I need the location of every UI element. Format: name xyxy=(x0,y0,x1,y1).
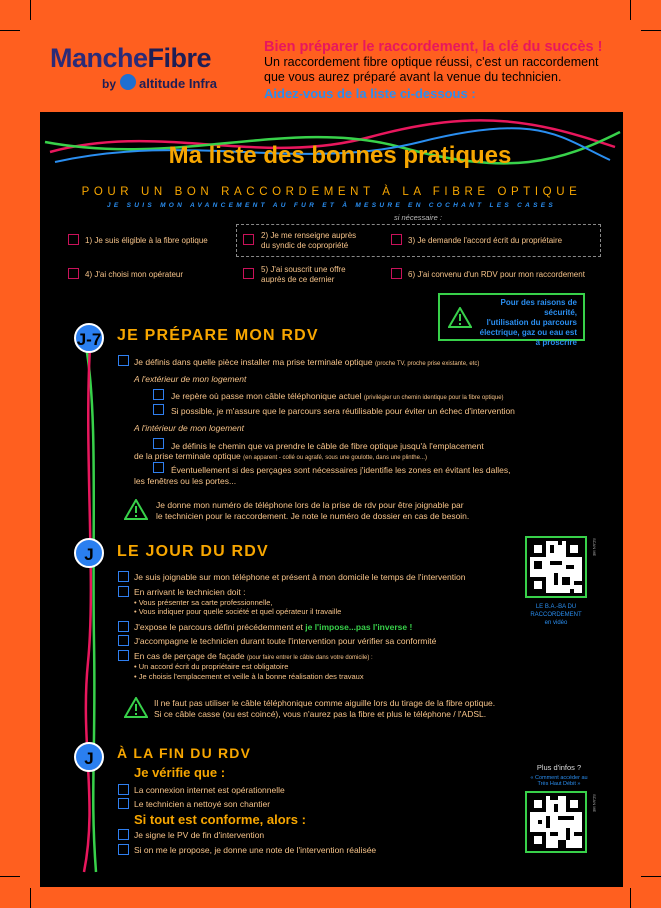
precheck-2-label: du syndic de copropriété xyxy=(261,241,349,250)
s3-item1: La connexion internet est opérationnelle xyxy=(134,785,285,795)
safety-box xyxy=(438,293,585,347)
inside-heading: A l'intérieur de mon logement xyxy=(134,423,244,433)
logo-name-b: Fibre xyxy=(147,43,212,73)
safety-line: électrique, gaz ou eau est xyxy=(479,328,577,337)
logo-name-a: Manche xyxy=(50,43,148,73)
s1-item1 xyxy=(134,357,479,369)
warning-icon xyxy=(124,697,148,718)
s2-note: Si ce câble casse (ou est coincé), vous n'aurez pas la fibre et plus le téléphone / l'ADSL. xyxy=(154,709,487,719)
panel-title: Ma liste des bonnes pratiques xyxy=(168,142,512,169)
s1-item4b-text: de la prise terminale optique xyxy=(134,451,241,461)
logo-wordmark xyxy=(50,43,211,74)
s2-item3 xyxy=(134,622,412,632)
intro xyxy=(264,39,634,101)
s3-item4-checkbox[interactable] xyxy=(118,844,129,855)
safety-line: Pour des raisons de sécurité, xyxy=(500,298,577,317)
timeline xyxy=(62,332,102,877)
s1-item2-checkbox[interactable] xyxy=(153,389,164,400)
panel-subtitle: POUR UN BON RACCORDEMENT À LA FIBRE OPTIQUE xyxy=(81,186,582,198)
logo-by: by xyxy=(102,77,117,91)
crop-mark xyxy=(630,888,631,908)
intro-text: que vous aurez préparé avant la venue du technicien. xyxy=(264,70,562,84)
s1-item5b: les fenêtres ou les portes... xyxy=(134,476,237,486)
precheck-2-checkbox[interactable] xyxy=(243,234,254,245)
section-2-badge: J xyxy=(74,538,104,568)
s3-item3-checkbox[interactable] xyxy=(118,829,129,840)
s2-bullet: • Je choisis l'emplacement et veille à la bonne réalisation des travaux xyxy=(134,672,364,681)
precheck-5-checkbox[interactable] xyxy=(243,268,254,279)
qr-code-info[interactable] xyxy=(525,791,587,853)
s2-item3-checkbox[interactable] xyxy=(118,621,129,632)
s1-item2-small: (privilégier un chemin identique pour la fibre optique) xyxy=(363,395,504,401)
s2-item1: Je suis joignable sur mon téléphone et présent à mon domicile le temps de l'intervention xyxy=(134,572,466,582)
crop-mark xyxy=(30,888,31,908)
more-link[interactable] xyxy=(518,775,600,787)
logo xyxy=(50,43,240,99)
s1-note: le technicien pour le raccordement. Je note le numéro de dossier en cas de besoin. xyxy=(156,511,470,521)
crop-mark xyxy=(641,876,661,877)
s2-item1-checkbox[interactable] xyxy=(118,571,129,582)
s2-item5-small: (pour faire entrer le câble dans votre domicile) : xyxy=(246,655,373,661)
crop-mark xyxy=(0,876,20,877)
precheck-5-label: auprès de ce dernier xyxy=(261,275,335,284)
scan-me-label: SCAN ME xyxy=(592,538,597,557)
crop-mark xyxy=(630,0,631,20)
s2-item5-checkbox[interactable] xyxy=(118,650,129,661)
more-link-line: Très Haut Débit » xyxy=(537,781,581,787)
precheck-2-label: 2) Je me renseigne auprès xyxy=(261,231,357,240)
s1-item3: Si possible, je m'assure que le parcours sera réutilisable pour éviter un échec d'intervention xyxy=(171,406,515,416)
section-1-title: JE PRÉPARE MON RDV xyxy=(117,327,319,344)
warning-icon xyxy=(448,307,472,328)
outside-heading: A l'extérieur de mon logement xyxy=(134,374,247,384)
precheck-5-label: 5) J'ai souscrit une offre xyxy=(261,265,346,274)
section-3-title: À LA FIN DU RDV xyxy=(117,745,252,761)
s1-item3-checkbox[interactable] xyxy=(153,404,164,415)
s3-item3: Je signe le PV de fin d'intervention xyxy=(134,830,265,840)
qr-caption-line: en vidéo xyxy=(544,620,568,626)
conform-heading: Si tout est conforme, alors : xyxy=(134,812,306,827)
s2-item3-emphasis: je l'impose...pas l'inverse ! xyxy=(305,622,413,632)
checklist-panel xyxy=(40,112,623,887)
safety-line: l'utilisation du parcours xyxy=(486,318,577,327)
header xyxy=(30,25,641,111)
logo-partner: altitude Infra xyxy=(139,76,218,91)
precheck-4-label: 4) J'ai choisi mon opérateur xyxy=(85,270,184,279)
s2-item2: En arrivant le technicien doit : xyxy=(134,587,246,597)
crop-mark xyxy=(30,0,31,20)
safety-line: à proscrire xyxy=(535,338,577,347)
qr-icon xyxy=(530,796,582,848)
s1-item4-small: (en apparent - collé ou agrafé, sous une goulotte, dans une plinthe...) xyxy=(243,455,427,461)
s3-item2: Le technicien a nettoyé son chantier xyxy=(134,799,271,809)
s2-item2-checkbox[interactable] xyxy=(118,586,129,597)
s2-note: Il ne faut pas utiliser le câble téléphonique comme aiguille lors du tirage de la fibre optique. xyxy=(154,698,496,708)
crop-mark xyxy=(641,30,661,31)
s1-item1-text: Je définis dans quelle pièce installer ma prise terminale optique xyxy=(134,357,373,367)
intro-cta: Aidez-vous de la liste ci-dessous : xyxy=(264,86,476,101)
section-2-title: LE JOUR DU RDV xyxy=(117,543,269,560)
s3-item4: Si on me le propose, je donne une note de l'intervention réalisée xyxy=(134,845,377,855)
section-1-badge: J-7 xyxy=(74,323,104,353)
s2-bullet: • Vous présenter sa carte professionnelle, xyxy=(134,598,273,607)
si-necessaire: si nécessaire : xyxy=(394,213,442,222)
precheck-3-checkbox[interactable] xyxy=(391,234,402,245)
s1-note: Je donne mon numéro de téléphone lors de la prise de rdv pour être joignable par xyxy=(156,500,464,510)
precheck-3-label: 3) Je demande l'accord écrit du propriétaire xyxy=(408,236,563,245)
qr-code-video[interactable] xyxy=(525,536,587,598)
s2-bullet: • Un accord écrit du propriétaire est obligatoire xyxy=(134,662,289,671)
warning-icon xyxy=(124,499,148,520)
verify-heading: Je vérifie que : xyxy=(134,765,226,780)
s2-item5-text: En cas de perçage de façade xyxy=(134,651,245,661)
s1-item2 xyxy=(171,391,504,403)
more-link-line: « Comment accéder au xyxy=(530,775,588,781)
precheck-6-label: 6) J'ai convenu d'un RDV pour mon raccordement xyxy=(408,270,585,279)
more-info: Plus d'infos ? xyxy=(536,763,582,772)
s2-bullet: • Vous indiquer pour quelle société et quel opérateur il travaille xyxy=(134,607,342,616)
precheck-6-checkbox[interactable] xyxy=(391,268,402,279)
s3-item2-checkbox[interactable] xyxy=(118,798,129,809)
altitude-icon xyxy=(120,74,136,90)
s1-item4b xyxy=(134,451,427,463)
qr-caption-line: RACCORDEMENT xyxy=(530,612,582,618)
s1-item2-text: Je repère où passe mon câble téléphonique actuel xyxy=(171,391,362,401)
precheck-1-checkbox[interactable] xyxy=(68,234,79,245)
qr-caption-line: LE B.A.-BA DU xyxy=(535,604,577,610)
s2-item3-text: J'expose le parcours défini précédemment et xyxy=(134,622,306,632)
s1-item1-checkbox[interactable] xyxy=(118,355,129,366)
intro-text: Un raccordement fibre optique réussi, c'est un raccordement xyxy=(264,55,599,69)
crop-mark xyxy=(0,30,20,31)
s3-item1-checkbox[interactable] xyxy=(118,784,129,795)
s1-item5: Éventuellement si des perçages sont nécessaires j'identifie les zones en évitant les dalles, xyxy=(171,465,511,475)
panel-subsubtitle: JE SUIS MON AVANCEMENT AU FUR ET À MESURE EN COCHANT LES CASES xyxy=(106,202,557,209)
s1-item1-small: (proche TV, proche prise existante, etc) xyxy=(374,361,480,367)
qr-caption xyxy=(518,603,594,627)
qr-icon xyxy=(530,541,582,593)
s1-item4: Je définis le chemin que va prendre le câble de fibre optique jusqu'à l'emplacement xyxy=(171,441,484,451)
s2-item4-checkbox[interactable] xyxy=(118,635,129,646)
precheck-1-label: 1) Je suis éligible à la fibre optique xyxy=(85,236,208,245)
precheck-4-checkbox[interactable] xyxy=(68,268,79,279)
section-3-badge: J xyxy=(74,742,104,772)
s1-item5-checkbox[interactable] xyxy=(153,462,164,473)
scan-me-label: SCAN ME xyxy=(592,794,597,813)
s1-item4-checkbox[interactable] xyxy=(153,438,164,449)
s2-item4: J'accompagne le technicien durant toute l'intervention pour vérifier sa conformité xyxy=(134,636,437,646)
intro-title: Bien préparer le raccordement, la clé du succès ! xyxy=(264,39,603,55)
